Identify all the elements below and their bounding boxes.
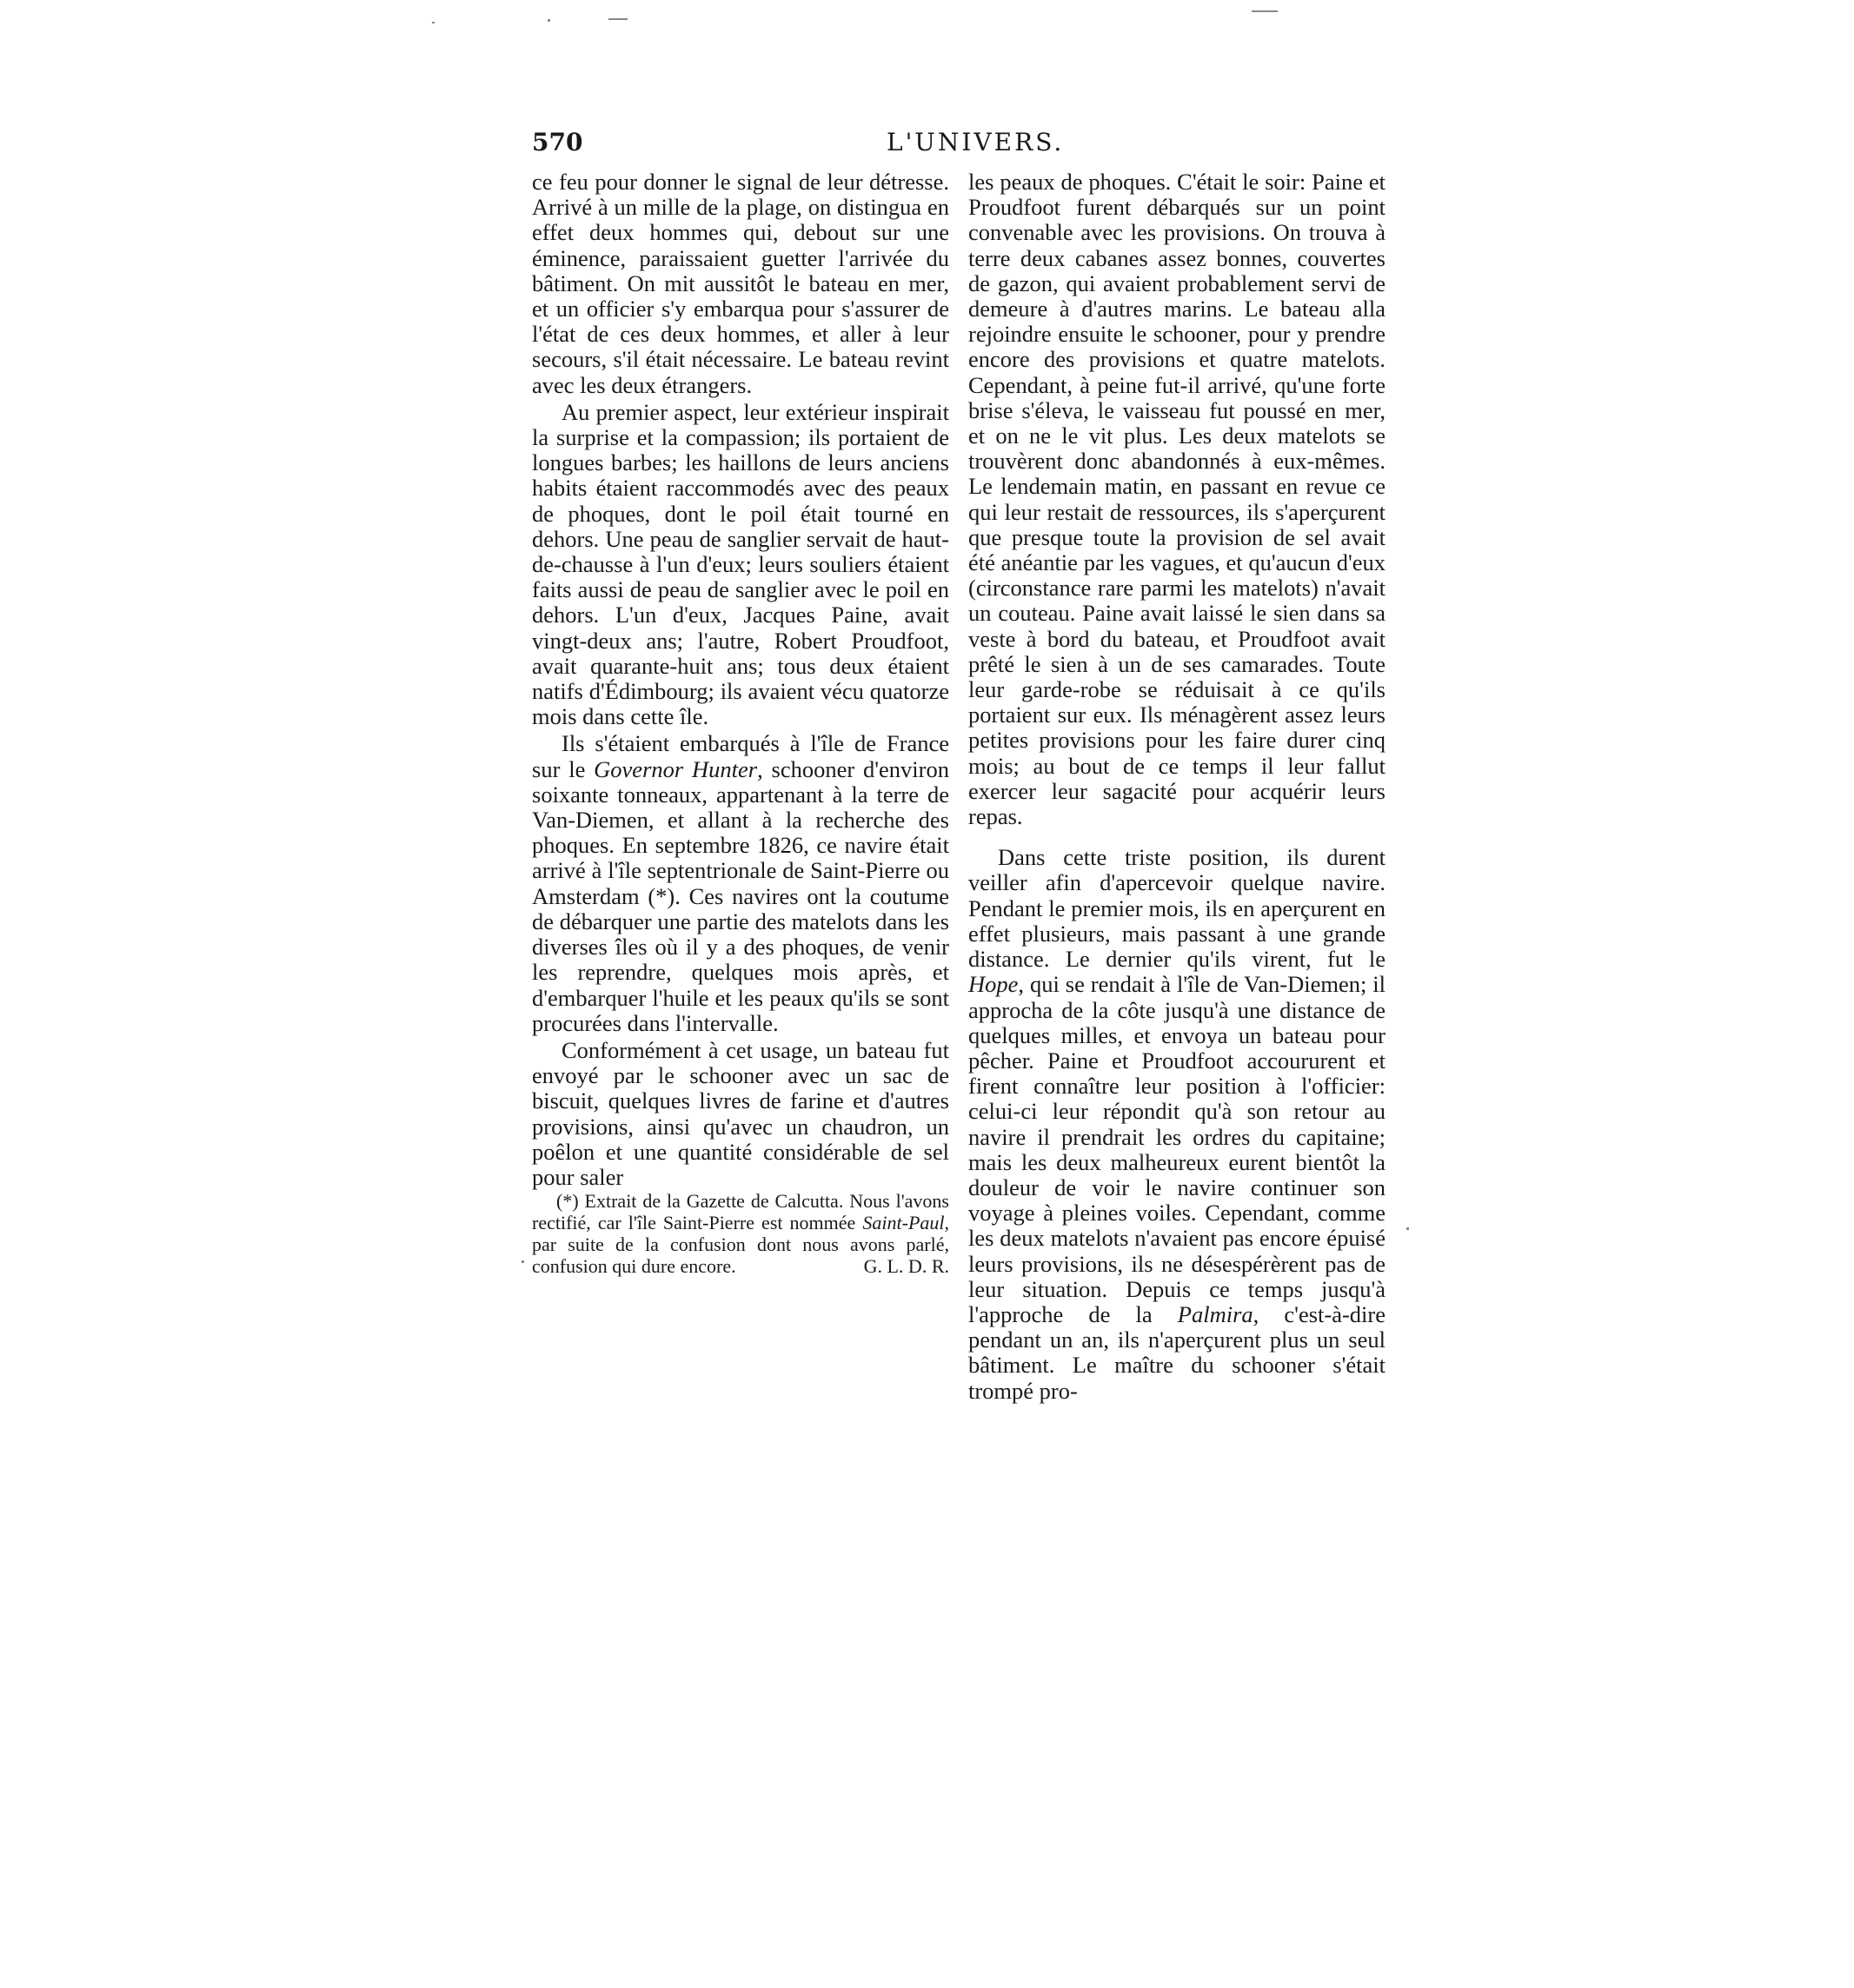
footnote-text-end: , par suite de la confusion dont nous avons parlé, confusion qui dure encore. — [532, 1212, 949, 1278]
right-column — [968, 170, 1386, 1404]
left-paragraph-1: ce feu pour donner le signal de leur détresse. Arrivé à un mille de la plage, on distingua en effet deux hommes qui, debout sur une éminence, paraissaient guetter l'arrivée du bâtiment. On mit aussitôt le bateau en mer, et un officier s'y embarqua pour s'assurer de l'état de ces deux hommes, et aller à leur secours, s'il était nécessaire. Le bateau revint avec les deux étrangers. — [532, 169, 949, 398]
footnote-signature: G. L. D. R. — [863, 1255, 949, 1278]
page-number: 570 — [532, 128, 583, 156]
right-paragraph-2-start: Dans cette triste position, ils durent veiller afin d'apercevoir quelque navire. Pendant le premier mois, ils en aperçurent en effet plusieurs, mais passant à une grande distance. Le dernier qu'ils virent, fut le — [968, 844, 1386, 973]
running-title: L'UNIVERS. — [887, 128, 1065, 156]
ship-name-governor-hunter: Governor Hunter — [594, 755, 758, 782]
footnote-place-name: Saint-Paul — [862, 1212, 945, 1234]
left-paragraph-3 — [532, 731, 949, 1035]
left-column — [532, 170, 949, 1277]
left-paragraph-4: Conformément à cet usage, un bateau fut envoyé par le schooner avec un sac de biscuit, quelques livres de farine et d'autres provisions, ainsi qu'avec un chaudron, un poêlon et une quantité considérable de sel pour saler — [532, 1036, 949, 1190]
footnote-text-start: (*) Extrait de la Gazette de Calcutta. Nous l'avons rectifié, car l'île Saint-Pierre est nommée — [532, 1190, 949, 1234]
left-paragraph-2: Au premier aspect, leur extérieur inspirait la surprise et la compassion; ils portaient de longues barbes; les haillons de leurs anciens habits étaient raccommodés avec des peaux de phoques, dont le poil était tourné en dehors. Une peau de sanglier servait de haut-de-chausse à l'un d'eux; leurs souliers étaient faits aussi de peau de sanglier avec le poil en dehors. L'un d'eux, Jacques Paine, avait vingt-deux ans; l'autre, Robert Proudfoot, avait quarante-huit ans; tous deux étaient natifs d'Édimbourg; ils avaient vécu quatorze mois dans cette île. — [532, 398, 949, 730]
page-header — [532, 128, 1401, 163]
left-paragraph-3-start: Ils s'étaient embarqués à l'île de France sur le — [532, 730, 949, 782]
right-paragraph-1: les peaux de phoques. C'était le soir: Paine et Proudfoot furent débarqués sur un point convenable avec les provisions. On trouva à terre deux cabanes assez bonnes, couvertes de gazon, qui avaient probablement servi de demeure à d'autres marins. Le bateau alla rejoindre ensuite le schooner, pour y prendre encore des provisions et quatre matelots. Cependant, à peine fut-il arrivé, qu'une forte brise s'éleva, le vaisseau fut poussé en mer, et on ne le vit plus. Les deux matelots se trouvèrent donc abandonnés à eux-mêmes. Le lendemain matin, en passant en revue ce qui leur restait de ressources, ils s'aperçurent que presque toute la provision de sel avait été anéantie par les vagues, et qu'aucun d'eux (circonstance rare parmi les matelots) n'avait un couteau. Paine avait laissé le sien dans sa veste à bord du bateau, et Proudfoot avait prêté le sien à un de ses camarades. Toute leur garde-robe se réduisait à ce qu'ils portaient sur eux. Ils ménagèrent assez leurs petites provisions pour les faire durer cinq mois; au bout de ce temps il leur fallut exercer leur sagacité pour acquérir leurs repas. — [968, 169, 1386, 830]
left-paragraph-3-end: , schooner d'environ soixante tonneaux, appartenant à la terre de Van-Diemen, et allant à la recherche des phoques. En septembre 1826, ce navire était arrivé à l'île septentrionale de Saint-Pierre ou Amsterdam (*). Ces navires ont la coutume de débarquer une partie des matelots dans les diverses îles où il y a des phoques, de venir les reprendre, quelques mois après, et d'embarquer l'huile et les peaux qu'ils se sont procurées dans l'intervalle. — [532, 755, 949, 1036]
right-paragraph-2-middle: , qui se rendait à l'île de Van-Diemen; il approcha de la côte jusqu'à une distance de quelques milles, et envoya un bateau pour pêcher. Paine et Proudfoot accoururent et firent connaître leur position à l'officier: celui-ci leur répondit qu'à son retour au navire il prendrait les ordres du capitaine; mais les deux malheureux eurent bientôt la douleur de voir le navire continuer son voyage à pleines voiles. Cependant, comme les deux matelots n'avaient pas encore épuisé leurs provisions, ils ne désespérèrent pas de leur situation. Depuis ce temps jusqu'à l'approche de la — [968, 971, 1386, 1327]
right-paragraph-2-end: , c'est-à-dire pendant un an, ils n'aperçurent plus un seul bâtiment. Le maître du schooner s'était trompé pro- — [968, 1300, 1386, 1404]
right-paragraph-2 — [968, 845, 1386, 1403]
ship-name-hope: Hope — [968, 971, 1019, 998]
ship-name-palmira: Palmira — [1177, 1300, 1253, 1327]
footnote — [532, 1190, 949, 1277]
